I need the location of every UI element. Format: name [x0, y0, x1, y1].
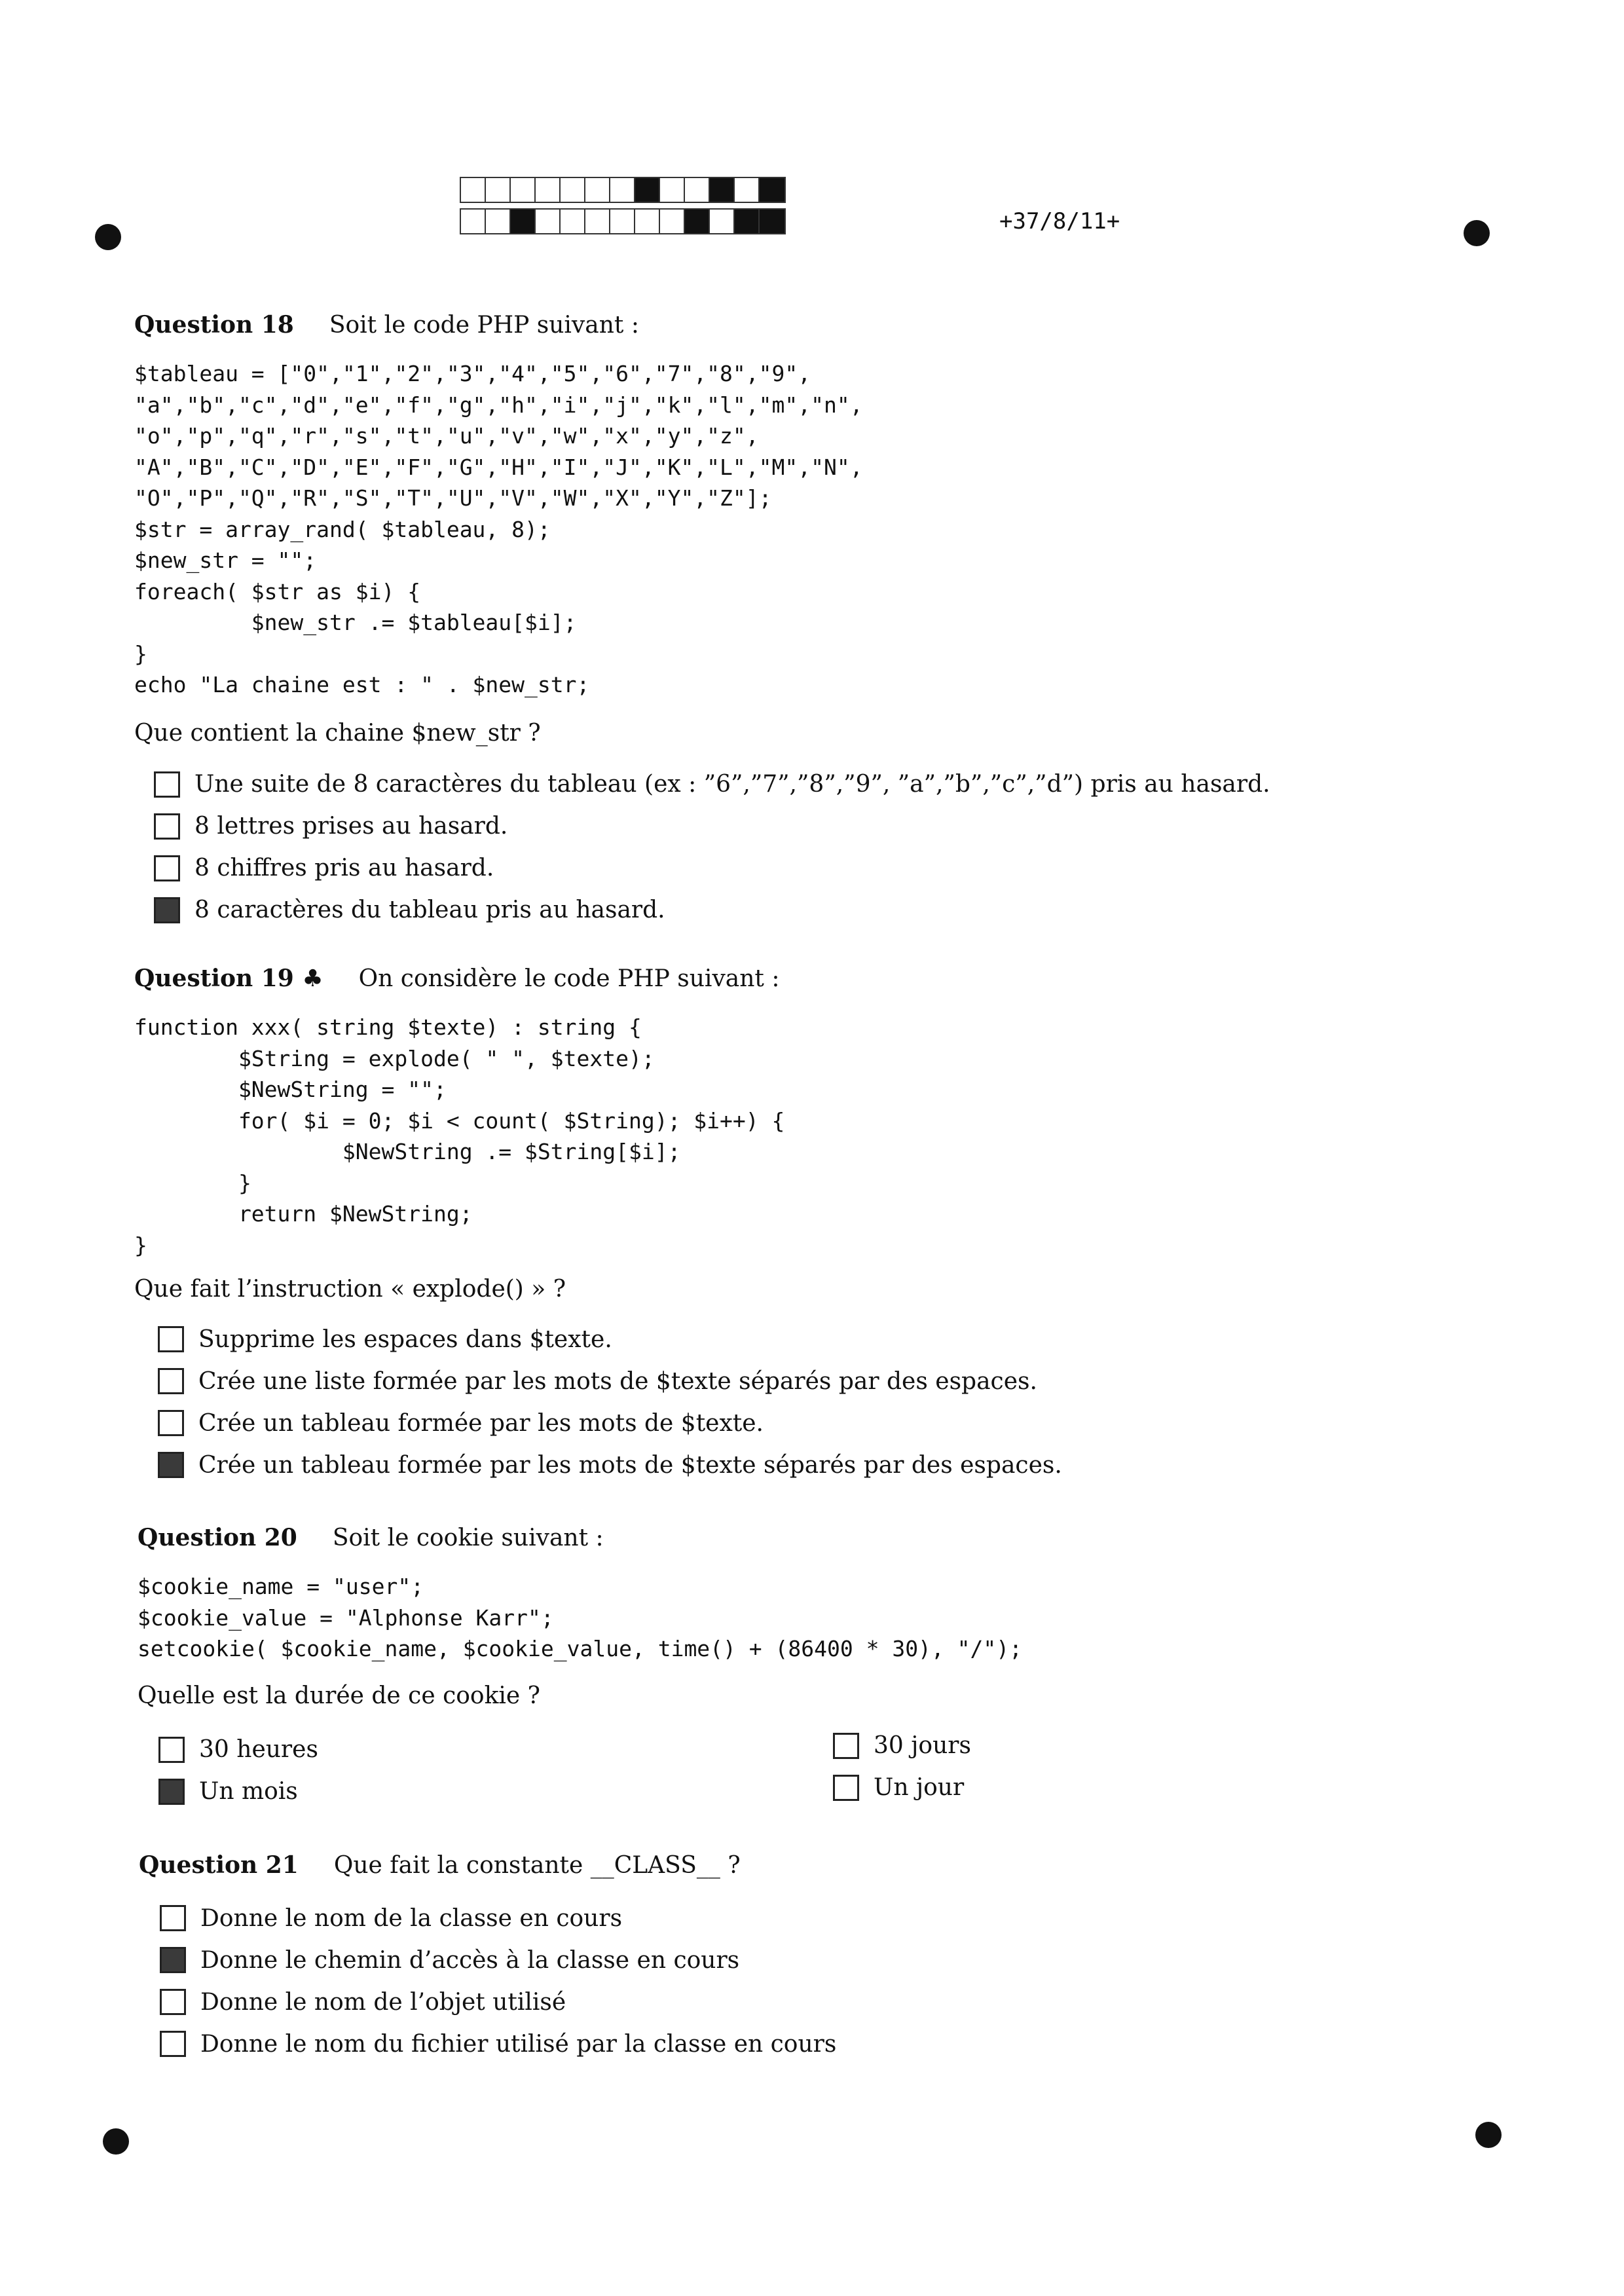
corner-mark-top-right	[1464, 220, 1490, 246]
answer-label: Donne le chemin d’accès à la classe en cours	[200, 1946, 740, 1974]
corner-mark-top-left	[95, 224, 121, 250]
answer-option[interactable]	[833, 1725, 1507, 1767]
answer-label: Donne le nom du fichier utilisé par la classe en cours	[200, 2030, 837, 2058]
barcode-cell	[461, 210, 486, 233]
answer-label: Donne le nom de l’objet utilisé	[200, 1988, 566, 2016]
barcode-cell	[660, 178, 685, 202]
answer-list	[158, 1318, 1509, 1486]
barcode-cell	[710, 178, 735, 202]
page-code: +37/8/11+	[999, 208, 1120, 234]
answer-checkbox[interactable]	[158, 1410, 184, 1436]
answer-option[interactable]	[158, 1402, 1509, 1444]
answer-option[interactable]	[158, 1360, 1509, 1402]
answer-checkbox[interactable]	[833, 1775, 859, 1801]
code-block: function xxx( string $texte) : string { $String = explode( " ", $texte); $NewString = ""; for( $i = 0; $i < count( $String); $i++) { $NewString .= $String[$i]; } return $NewString; }	[134, 1014, 785, 1258]
answer-label: Crée une liste formée par les mots de $texte séparés par des espaces.	[198, 1367, 1037, 1395]
question-text: Que fait la constante __CLASS__ ?	[333, 1852, 741, 1879]
answer-checkbox[interactable]	[160, 1905, 186, 1931]
answer-checkbox[interactable]	[160, 1947, 186, 1973]
question-header	[138, 1521, 1513, 1555]
barcode-cell	[635, 178, 660, 202]
answer-checkbox[interactable]	[160, 1989, 186, 2015]
answer-checkbox[interactable]	[154, 897, 180, 923]
answer-checkbox[interactable]	[158, 1368, 184, 1394]
answer-list-right	[833, 1725, 1507, 1813]
code-block: $cookie_name = "user"; $cookie_value = "Alphonse Karr"; setcookie( $cookie_name, $cookie_value, time() + (86400 * 30), "/");	[138, 1574, 1023, 1661]
answer-checkbox[interactable]	[160, 2031, 186, 2057]
answer-option[interactable]	[158, 1771, 833, 1813]
answer-checkbox[interactable]	[158, 1452, 184, 1478]
barcode-cell	[536, 210, 561, 233]
barcode-cell	[461, 178, 486, 202]
barcode-cell	[585, 210, 610, 233]
barcode-cell	[610, 178, 635, 202]
answer-checkbox[interactable]	[833, 1733, 859, 1759]
answer-label: Crée un tableau formée par les mots de $texte séparés par des espaces.	[198, 1451, 1062, 1479]
question-19	[134, 961, 1509, 1486]
question-prompt: Que fait l’instruction « explode() » ?	[134, 1276, 566, 1303]
answer-label: Crée un tableau formée par les mots de $texte.	[198, 1409, 764, 1437]
answer-label: Supprime les espaces dans $texte.	[198, 1325, 612, 1353]
question-number: Question 20	[138, 1524, 297, 1551]
answer-label: Un jour	[874, 1774, 965, 1801]
barcode-cell	[536, 178, 561, 202]
corner-mark-bottom-left	[103, 2128, 129, 2155]
barcode-cell	[585, 178, 610, 202]
barcode-cell	[561, 178, 585, 202]
barcode-cell	[486, 210, 511, 233]
answer-option[interactable]	[833, 1767, 1507, 1809]
question-18	[134, 308, 1509, 931]
answer-label: Donne le nom de la classe en cours	[200, 1904, 623, 1932]
question-header	[139, 1848, 1514, 1883]
barcode-cell	[635, 210, 660, 233]
barcode-cell	[710, 210, 735, 233]
answer-option[interactable]	[160, 2023, 1514, 2065]
answer-label: 8 caractères du tableau pris au hasard.	[194, 897, 665, 923]
barcode-cell	[760, 210, 784, 233]
answer-label: Un mois	[199, 1778, 298, 1805]
answer-checkbox[interactable]	[158, 1779, 185, 1805]
answer-option[interactable]	[158, 1318, 1509, 1360]
question-header	[134, 308, 1509, 343]
answer-checkbox[interactable]	[158, 1737, 185, 1763]
answer-option[interactable]	[158, 1444, 1509, 1486]
answer-checkbox[interactable]	[158, 1326, 184, 1352]
question-text: Soit le code PHP suivant :	[329, 312, 639, 339]
answer-option[interactable]	[160, 1897, 1514, 1939]
answer-list	[154, 764, 1509, 931]
barcode-cell	[511, 210, 536, 233]
answer-label: 8 lettres prises au hasard.	[194, 813, 508, 840]
barcode-cell	[685, 210, 710, 233]
barcode-cell	[760, 178, 784, 202]
code-block: $tableau = ["0","1","2","3","4","5","6","7","8","9", "a","b","c","d","e","f","g","h","i","j","k","l","m","n", "o","p","q","r","s","t","u","v","w","x","y","z", "A","B","C","D","E","F","G","H","I","J","K","L","M","N", "O","P","Q","R","S","T","U","V","W","X","Y","Z"]; $str = array_rand( $tableau, 8); $new_str = ""; foreach( $str as $i) { $new_str .= $tableau[$i]; } echo "La chaine est : " . $new_str;	[134, 361, 863, 697]
answer-checkbox[interactable]	[154, 813, 180, 840]
answer-list	[160, 1897, 1514, 2065]
question-number: Question 18	[134, 311, 294, 339]
corner-mark-bottom-right	[1475, 2122, 1502, 2148]
answer-option[interactable]	[154, 889, 1509, 931]
question-text: On considère le code PHP suivant :	[358, 965, 780, 992]
barcode-top	[460, 177, 786, 203]
question-number: Question 21	[139, 1851, 299, 1879]
question-text: Soit le cookie suivant :	[332, 1525, 604, 1551]
question-number: Question 19 ♣	[134, 965, 323, 992]
barcode-bottom	[460, 208, 786, 234]
question-prompt: Quelle est la durée de ce cookie ?	[138, 1682, 540, 1709]
answer-option[interactable]	[160, 1939, 1514, 1981]
answer-checkbox[interactable]	[154, 771, 180, 798]
answer-label: Une suite de 8 caractères du tableau (ex : ”6”,”7”,”8”,”9”, ”a”,”b”,”c”,”d”) pris au hasard.	[194, 771, 1270, 798]
barcode-cell	[735, 178, 760, 202]
barcode-cell	[511, 178, 536, 202]
barcode-cell	[660, 210, 685, 233]
answer-option[interactable]	[154, 764, 1509, 805]
barcode-cell	[486, 178, 511, 202]
barcode-cell	[610, 210, 635, 233]
answer-label: 8 chiffres pris au hasard.	[194, 855, 494, 881]
answer-list-left	[158, 1729, 833, 1813]
barcode-cell	[685, 178, 710, 202]
barcode-cell	[561, 210, 585, 233]
question-20	[138, 1521, 1513, 1813]
question-prompt: Que contient la chaine $new_str ?	[134, 719, 541, 747]
answer-option[interactable]	[160, 1981, 1514, 2023]
answer-option[interactable]	[154, 805, 1509, 847]
question-21	[139, 1848, 1514, 2065]
answer-option[interactable]	[158, 1729, 833, 1771]
answer-columns	[158, 1729, 1513, 1813]
barcode-cell	[735, 210, 760, 233]
question-header	[134, 961, 1509, 996]
answer-label: 30 jours	[874, 1732, 971, 1759]
answer-option[interactable]	[154, 847, 1509, 889]
answer-checkbox[interactable]	[154, 855, 180, 881]
answer-label: 30 heures	[199, 1736, 318, 1763]
